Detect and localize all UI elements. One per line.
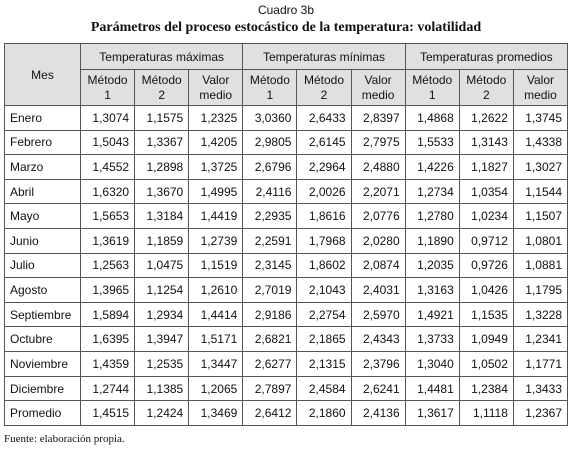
value-cell: 1,3040 (405, 352, 459, 377)
value-cell: 2,0776 (351, 204, 405, 229)
value-cell: 1,0354 (459, 179, 513, 204)
value-cell: 1,2384 (459, 376, 513, 401)
value-cell: 1,3670 (135, 179, 189, 204)
month-cell: Marzo (5, 155, 81, 180)
value-cell: 1,5043 (81, 130, 135, 155)
table-row (5, 229, 568, 254)
table-row (5, 302, 568, 327)
value-cell: 1,1507 (513, 204, 567, 229)
month-cell: Febrero (5, 130, 81, 155)
value-cell: 2,2964 (297, 155, 351, 180)
value-cell: 1,3027 (513, 155, 567, 180)
value-cell: 1,2367 (513, 401, 567, 426)
month-cell: Noviembre (5, 352, 81, 377)
value-cell: 1,2934 (135, 302, 189, 327)
table-row (5, 376, 568, 401)
value-cell: 2,6412 (243, 401, 297, 426)
value-cell: 1,2780 (405, 204, 459, 229)
value-cell: 2,7897 (243, 376, 297, 401)
value-cell: 1,3447 (189, 352, 243, 377)
value-cell: 3,0360 (243, 106, 297, 131)
value-cell: 2,0026 (297, 179, 351, 204)
value-cell: 1,5894 (81, 302, 135, 327)
value-cell: 1,1544 (513, 179, 567, 204)
value-cell: 1,3619 (81, 229, 135, 254)
value-cell: 1,2898 (135, 155, 189, 180)
month-cell: Promedio (5, 401, 81, 426)
value-cell: 1,0949 (459, 327, 513, 352)
value-cell: 2,6796 (243, 155, 297, 180)
value-cell: 1,3725 (189, 155, 243, 180)
value-cell: 2,2071 (351, 179, 405, 204)
value-cell: 2,4136 (351, 401, 405, 426)
value-cell: 1,2563 (81, 253, 135, 278)
value-cell: 1,2734 (405, 179, 459, 204)
subheader-method-1: Método 1 (405, 70, 459, 106)
value-cell: 2,6241 (351, 376, 405, 401)
value-cell: 1,3947 (135, 327, 189, 352)
value-cell: 1,2035 (405, 253, 459, 278)
value-cell: 1,0881 (513, 253, 567, 278)
table-body (5, 106, 568, 426)
value-cell: 1,3745 (513, 106, 567, 131)
subheader-method-1: Método 1 (243, 70, 297, 106)
subheader-mean-value: Valor medio (189, 70, 243, 106)
value-cell: 2,4116 (243, 179, 297, 204)
value-cell: 1,3733 (405, 327, 459, 352)
table-title: Parámetros del proceso estocástico de la temperatura: volatilidad (90, 20, 482, 35)
value-cell: 2,6145 (297, 130, 351, 155)
value-cell: 1,3228 (513, 302, 567, 327)
value-cell: 1,3143 (459, 130, 513, 155)
value-cell: 1,1519 (189, 253, 243, 278)
value-cell: 1,0426 (459, 278, 513, 303)
value-cell: 2,2591 (243, 229, 297, 254)
table-number: Cuadro 3b (257, 3, 315, 17)
value-cell: 1,8602 (297, 253, 351, 278)
value-cell: 2,8397 (351, 106, 405, 131)
value-cell: 2,1315 (297, 352, 351, 377)
value-cell: 1,4868 (405, 106, 459, 131)
value-cell: 2,7975 (351, 130, 405, 155)
value-cell: 1,1118 (459, 401, 513, 426)
value-cell: 1,2341 (513, 327, 567, 352)
value-cell: 2,0874 (351, 253, 405, 278)
table-header (5, 44, 568, 106)
group-header-min: Temperaturas mínimas (243, 44, 405, 70)
value-cell: 1,3469 (189, 401, 243, 426)
month-cell: Julio (5, 253, 81, 278)
value-cell: 1,1795 (513, 278, 567, 303)
volatility-table (4, 43, 568, 426)
source-note: Fuente: elaboración propia. (4, 433, 125, 445)
value-cell: 1,4359 (81, 352, 135, 377)
value-cell: 1,2739 (189, 229, 243, 254)
value-cell: 2,4584 (297, 376, 351, 401)
value-cell: 1,1254 (135, 278, 189, 303)
month-cell: Junio (5, 229, 81, 254)
table-row (5, 179, 568, 204)
value-cell: 1,4552 (81, 155, 135, 180)
value-cell: 1,1771 (513, 352, 567, 377)
table-row (5, 352, 568, 377)
value-cell: 2,4343 (351, 327, 405, 352)
value-cell: 2,9805 (243, 130, 297, 155)
table-row (5, 278, 568, 303)
value-cell: 2,1043 (297, 278, 351, 303)
value-cell: 1,4414 (189, 302, 243, 327)
month-cell: Diciembre (5, 376, 81, 401)
value-cell: 1,4205 (189, 130, 243, 155)
value-cell: 2,6433 (297, 106, 351, 131)
subheader-method-2: Método 2 (297, 70, 351, 106)
value-cell: 1,2325 (189, 106, 243, 131)
value-cell: 1,2622 (459, 106, 513, 131)
month-cell: Agosto (5, 278, 81, 303)
value-cell: 1,5653 (81, 204, 135, 229)
value-cell: 1,1385 (135, 376, 189, 401)
value-cell: 2,1860 (297, 401, 351, 426)
month-cell: Octubre (5, 327, 81, 352)
value-cell: 1,1890 (405, 229, 459, 254)
table-row (5, 130, 568, 155)
value-cell: 1,2535 (135, 352, 189, 377)
value-cell: 2,1865 (297, 327, 351, 352)
table-row (5, 401, 568, 426)
month-cell: Mayo (5, 204, 81, 229)
value-cell: 1,2424 (135, 401, 189, 426)
value-cell: 1,5533 (405, 130, 459, 155)
value-cell: 1,4338 (513, 130, 567, 155)
value-cell: 1,3163 (405, 278, 459, 303)
value-cell: 1,8616 (297, 204, 351, 229)
value-cell: 2,3796 (351, 352, 405, 377)
value-cell: 2,0280 (351, 229, 405, 254)
table-row (5, 327, 568, 352)
value-cell: 2,3145 (243, 253, 297, 278)
value-cell: 2,4880 (351, 155, 405, 180)
value-cell: 1,4921 (405, 302, 459, 327)
value-cell: 2,2754 (297, 302, 351, 327)
value-cell: 1,1859 (135, 229, 189, 254)
subheader-method-2: Método 2 (459, 70, 513, 106)
value-cell: 2,7019 (243, 278, 297, 303)
value-cell: 1,0801 (513, 229, 567, 254)
value-cell: 1,5171 (189, 327, 243, 352)
value-cell: 1,1535 (459, 302, 513, 327)
table-row (5, 204, 568, 229)
value-cell: 0,9712 (459, 229, 513, 254)
value-cell: 1,4515 (81, 401, 135, 426)
value-cell: 1,4995 (189, 179, 243, 204)
value-cell: 1,4481 (405, 376, 459, 401)
table-row (5, 253, 568, 278)
value-cell: 1,7968 (297, 229, 351, 254)
value-cell: 1,2744 (81, 376, 135, 401)
value-cell: 1,2065 (189, 376, 243, 401)
value-cell: 1,1827 (459, 155, 513, 180)
value-cell: 1,6395 (81, 327, 135, 352)
subheader-method-2: Método 2 (135, 70, 189, 106)
value-cell: 1,0234 (459, 204, 513, 229)
value-cell: 2,6277 (243, 352, 297, 377)
month-cell: Enero (5, 106, 81, 131)
value-cell: 1,2610 (189, 278, 243, 303)
value-cell: 2,4031 (351, 278, 405, 303)
value-cell: 1,4419 (189, 204, 243, 229)
value-cell: 2,6821 (243, 327, 297, 352)
value-cell: 2,5970 (351, 302, 405, 327)
value-cell: 1,3184 (135, 204, 189, 229)
subheader-method-1: Método 1 (81, 70, 135, 106)
group-header-avg: Temperaturas promedios (405, 44, 567, 70)
value-cell: 1,1575 (135, 106, 189, 131)
value-cell: 1,6320 (81, 179, 135, 204)
value-cell: 1,3965 (81, 278, 135, 303)
table-row (5, 155, 568, 180)
value-cell: 1,0502 (459, 352, 513, 377)
month-cell: Septiembre (5, 302, 81, 327)
value-cell: 1,3367 (135, 130, 189, 155)
subheader-mean-value: Valor medio (513, 70, 567, 106)
group-header-max: Temperaturas máximas (81, 44, 243, 70)
value-cell: 1,3074 (81, 106, 135, 131)
value-cell: 1,4226 (405, 155, 459, 180)
value-cell: 1,0475 (135, 253, 189, 278)
subheader-mean-value: Valor medio (351, 70, 405, 106)
month-column-header: Mes (5, 44, 81, 106)
table-row (5, 106, 568, 131)
value-cell: 2,2935 (243, 204, 297, 229)
value-cell: 0,9726 (459, 253, 513, 278)
value-cell: 2,9186 (243, 302, 297, 327)
value-cell: 1,3617 (405, 401, 459, 426)
value-cell: 1,3433 (513, 376, 567, 401)
month-cell: Abril (5, 179, 81, 204)
